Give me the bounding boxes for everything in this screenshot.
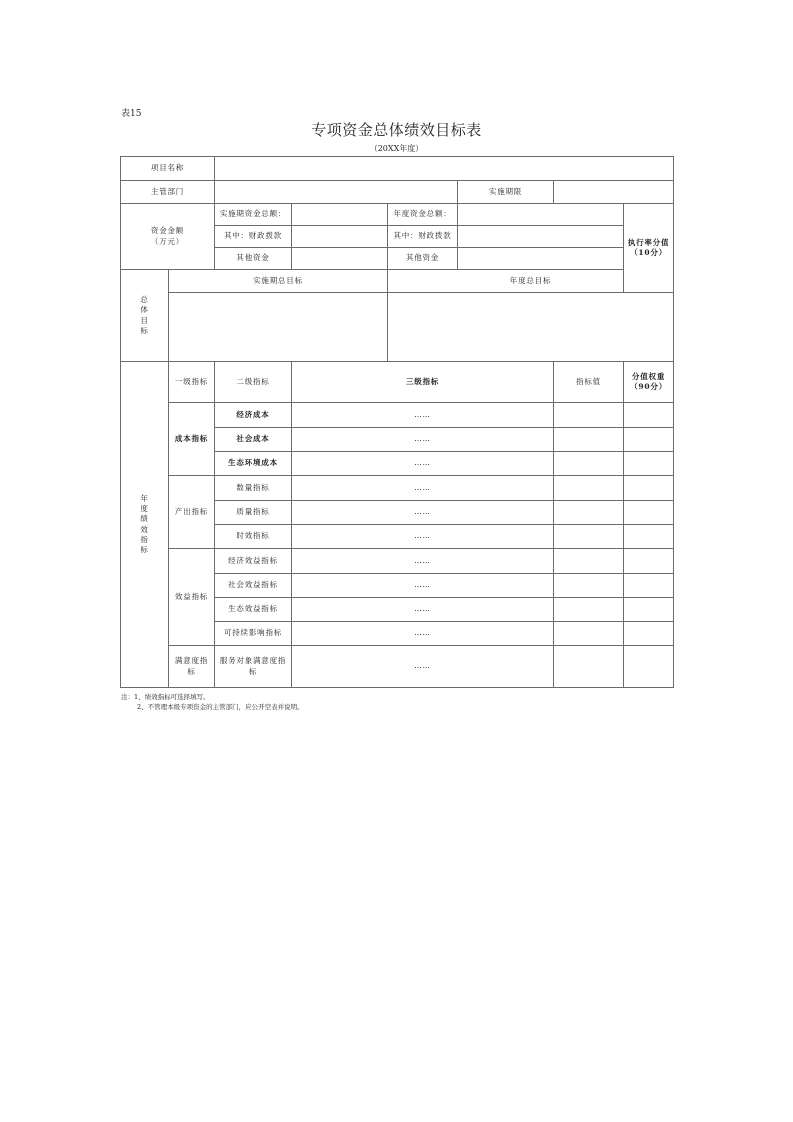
weight-field[interactable] — [624, 598, 674, 622]
weight-field[interactable] — [624, 403, 674, 428]
weight-field[interactable] — [624, 452, 674, 476]
annual-goal-field[interactable] — [388, 293, 674, 362]
level2-item: 可持续影响指标 — [215, 622, 292, 646]
level1-benefit: 效益指标 — [169, 549, 215, 646]
performance-target-table — [120, 156, 674, 688]
level2-item: 时效指标 — [215, 525, 292, 549]
annual-indicators-label: 年 度 绩 效 指 标 — [121, 362, 169, 688]
project-name-row — [121, 157, 674, 181]
level3-header: 三级指标 — [292, 362, 554, 403]
period-goal-field[interactable] — [169, 293, 388, 362]
indicator-value-field[interactable] — [554, 476, 624, 501]
indicator-value-field[interactable] — [554, 598, 624, 622]
weight-field[interactable] — [624, 428, 674, 452]
level1-cost: 成本指标 — [169, 403, 215, 476]
indicator-value-field[interactable] — [554, 574, 624, 598]
level2-item: 生态效益指标 — [215, 598, 292, 622]
indicator-row — [121, 646, 674, 688]
weight-field[interactable] — [624, 549, 674, 574]
level2-header: 二级指标 — [215, 362, 292, 403]
weight-field[interactable] — [624, 646, 674, 688]
weight-field[interactable] — [624, 476, 674, 501]
indicator-value-field[interactable] — [554, 549, 624, 574]
annual-funds-field[interactable] — [458, 204, 624, 226]
fiscal-annual-label: 其中：财政拨款 — [388, 226, 458, 248]
document-title: 专项资金总体绩效目标表 — [311, 121, 482, 139]
level1-output: 产出指标 — [169, 476, 215, 549]
other-total-label: 其他资金 — [215, 248, 292, 270]
funds-label: 资金金额 （万元） — [121, 204, 215, 270]
weight-field[interactable] — [624, 501, 674, 525]
indicator-value-field[interactable] — [554, 646, 624, 688]
exec-rate-score: 执行率分值 （10分） — [624, 204, 674, 293]
other-total-field[interactable] — [292, 248, 388, 270]
period-label: 实施期限 — [458, 181, 554, 204]
project-name-label: 项目名称 — [121, 157, 215, 181]
level3-field[interactable]: …… — [292, 452, 554, 476]
department-label: 主管部门 — [121, 181, 215, 204]
other-annual-label: 其他资金 — [388, 248, 458, 270]
level3-field[interactable]: …… — [292, 476, 554, 501]
annual-funds-label: 年度资金总额： — [388, 204, 458, 226]
indicator-value-field[interactable] — [554, 525, 624, 549]
indicator-header-row — [121, 362, 674, 403]
note-2: 2、不管理本级专项资金的主管部门，应公开空表并说明。 — [137, 703, 304, 712]
note-1: 注：1、绩效指标可选择填写。 — [121, 693, 210, 701]
document-year: （20XX年度） — [369, 144, 424, 153]
level1-satisfaction: 满意度指标 — [169, 646, 215, 688]
level3-field[interactable]: …… — [292, 501, 554, 525]
funds-row-total — [121, 204, 674, 226]
indicator-value-field[interactable] — [554, 501, 624, 525]
level3-field[interactable]: …… — [292, 622, 554, 646]
indicator-value-field[interactable] — [554, 428, 624, 452]
level2-item: 数量指标 — [215, 476, 292, 501]
level2-item: 经济成本 — [215, 403, 292, 428]
overall-goal-label: 总 体 目 标 — [121, 270, 169, 362]
level2-item: 社会效益指标 — [215, 574, 292, 598]
level2-item: 质量指标 — [215, 501, 292, 525]
footnotes — [121, 692, 304, 712]
annual-goal-header: 年度总目标 — [388, 270, 674, 293]
indicator-value-header: 指标值 — [554, 362, 624, 403]
fiscal-annual-field[interactable] — [458, 226, 624, 248]
level3-field[interactable]: …… — [292, 549, 554, 574]
indicator-value-field[interactable] — [554, 452, 624, 476]
level2-item: 经济效益指标 — [215, 549, 292, 574]
department-field[interactable] — [215, 181, 458, 204]
weight-header: 分值权重 （90分） — [624, 362, 674, 403]
total-funds-label: 实施期资金总额： — [215, 204, 292, 226]
level3-field[interactable]: …… — [292, 428, 554, 452]
level3-field[interactable]: …… — [292, 574, 554, 598]
level3-field[interactable]: …… — [292, 646, 554, 688]
fiscal-total-field[interactable] — [292, 226, 388, 248]
level3-field[interactable]: …… — [292, 403, 554, 428]
total-funds-field[interactable] — [292, 204, 388, 226]
other-annual-field[interactable] — [458, 248, 624, 270]
indicator-row — [121, 403, 674, 428]
level2-item: 社会成本 — [215, 428, 292, 452]
level1-header: 一级指标 — [169, 362, 215, 403]
level2-item: 生态环境成本 — [215, 452, 292, 476]
overall-goal-content-row — [121, 293, 674, 362]
overall-goal-header-row — [121, 270, 674, 293]
level3-field[interactable]: …… — [292, 525, 554, 549]
table-number: 表15 — [121, 109, 142, 119]
level3-field[interactable]: …… — [292, 598, 554, 622]
weight-field[interactable] — [624, 622, 674, 646]
period-field[interactable] — [554, 181, 674, 204]
department-row — [121, 181, 674, 204]
project-name-field[interactable] — [215, 157, 674, 181]
indicator-row — [121, 549, 674, 574]
weight-field[interactable] — [624, 525, 674, 549]
indicator-row — [121, 476, 674, 501]
fiscal-total-label: 其中：财政拨款 — [215, 226, 292, 248]
level2-item: 服务对象满意度指标 — [215, 646, 292, 688]
indicator-value-field[interactable] — [554, 622, 624, 646]
indicator-value-field[interactable] — [554, 403, 624, 428]
period-goal-header: 实施期总目标 — [169, 270, 388, 293]
weight-field[interactable] — [624, 574, 674, 598]
